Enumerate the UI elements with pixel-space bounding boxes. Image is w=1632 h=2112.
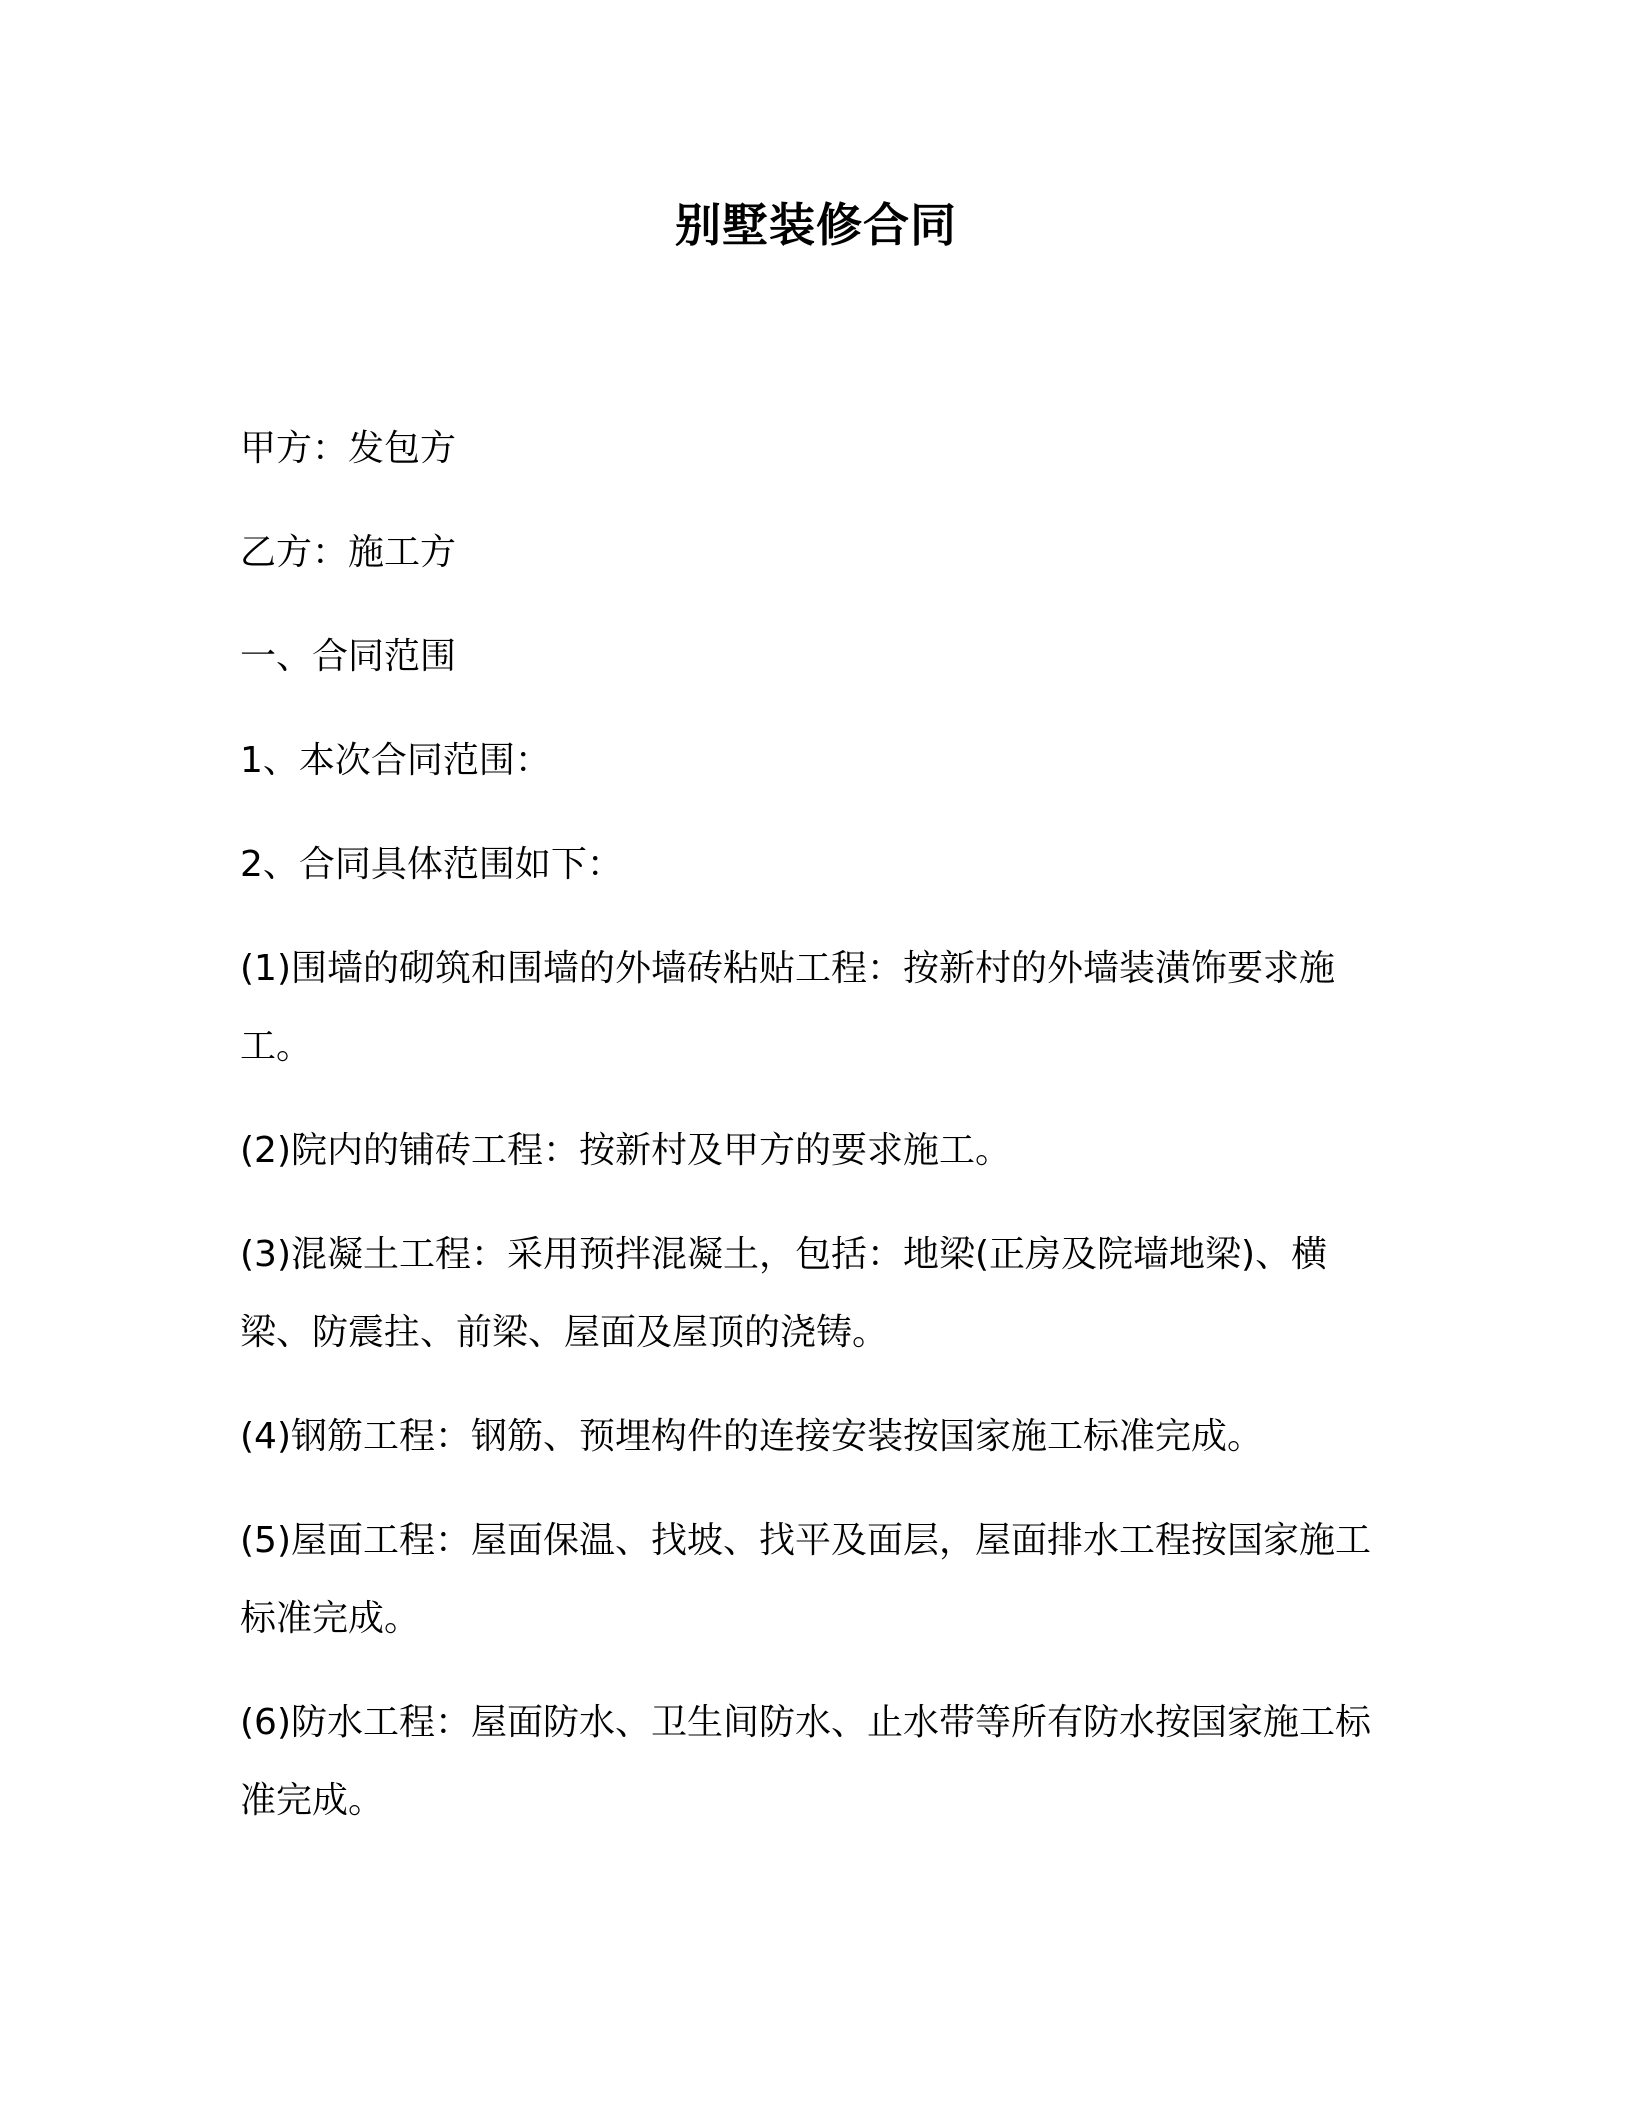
clause-item-5: (5)屋面工程：屋面保温、找坡、找平及面层，屋面排水工程按国家施工标准完成。	[240, 1520, 1371, 1639]
party-b-line: 乙方：施工方	[240, 532, 457, 573]
clause-2: 2、合同具体范围如下：	[240, 844, 623, 885]
clause-item-3: (3)混凝土工程：采用预拌混凝土，包括：地梁(正房及院墙地梁)、横梁、防震拄、前梁、屋面及屋顶的浇铸。	[240, 1234, 1328, 1353]
clause-item-6: (6)防水工程：屋面防水、卫生间防水、止水带等所有防水按国家施工标准完成。	[240, 1702, 1371, 1821]
clause-item-1: (1)围墙的砌筑和围墙的外墙砖粘贴工程：按新村的外墙装潢饰要求施工。	[240, 948, 1335, 1067]
section-heading: 一、合同范围	[240, 636, 457, 677]
clause-item-2: (2)院内的铺砖工程：按新村及甲方的要求施工。	[240, 1130, 1011, 1171]
document-title: 别墅装修合同	[675, 198, 957, 252]
document-body	[240, 410, 1380, 1866]
party-a-line: 甲方：发包方	[240, 428, 457, 469]
clause-1: 1、本次合同范围：	[240, 740, 551, 781]
clause-item-4: (4)钢筋工程：钢筋、预埋构件的连接安装按国家施工标准完成。	[240, 1416, 1263, 1457]
